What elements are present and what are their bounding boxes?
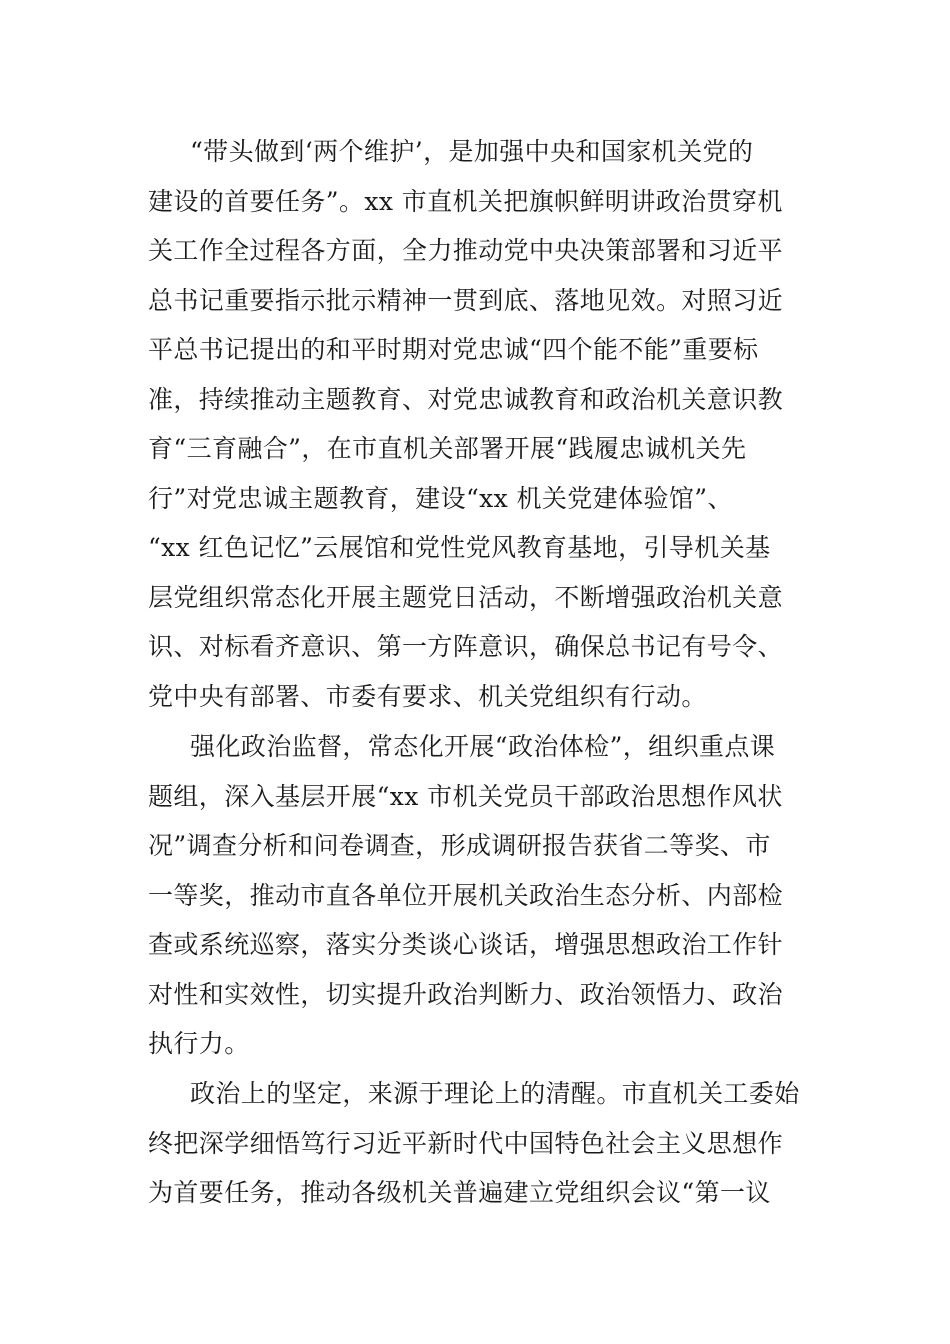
paragraph-2 [148,722,808,1069]
paragraph-line: 况”调查分析和问卷调查，形成调研报告获省二等奖、市 [148,831,771,860]
paragraph-line: 总书记重要指示批示精神一贯到底、落地见效。对照习近 [148,285,784,315]
paragraph-line: 查或系统巡察，落实分类谈心谈话，增强思想政治工作针 [148,930,784,959]
paragraph-line: 准，持续推动主题教育、对党忠诚教育和政治机关意识教 [148,384,784,414]
paragraph-line: 题组，深入基层开展“xx 市机关党员干部政治思想作风状 [148,781,783,811]
paragraph-line: 行”对党忠诚主题教育，建设“xx 机关党建体验馆”、 [148,483,733,513]
paragraph-line: 平总书记提出的和平时期对党忠诚“四个能不能”重要标 [148,335,759,364]
paragraph-line: 政治上的坚定，来源于理论上的清醒。市直机关工委始 [190,1079,800,1108]
paragraph-line: 强化政治监督，常态化开展“政治体检”，组织重点课 [190,732,776,761]
paragraph-line: 育“三育融合”，在市直机关部署开展“践履忠诚机关先 [148,434,747,463]
paragraph-line: 一等奖，推动市直各单位开展机关政治生态分析、内部检 [148,880,784,910]
paragraph-line: 执行力。 [148,1029,250,1058]
paragraph-line: 关工作全过程各方面，全力推动党中央决策部署和习近平 [148,236,784,265]
paragraph-line: “带头做到‘两个维护’，是加强中央和国家机关党的 [190,137,754,166]
paragraph-line: 对性和实效性，切实提升政治判断力、政治领悟力、政治 [148,979,784,1009]
paragraph-1 [148,127,808,721]
paragraph-line: “xx 红色记忆”云展馆和党性党风教育基地，引导机关基 [148,533,771,562]
paragraph-line: 层党组织常态化开展主题党日活动，不断增强政治机关意 [148,582,784,612]
paragraph-line: 识、对标看齐意识、第一方阵意识，确保总书记有号令、 [148,632,784,661]
paragraph-line: 党中央有部署、市委有要求、机关党组织有行动。 [148,681,707,711]
paragraph-line: 为首要任务，推动各级机关普遍建立党组织会议“第一议 [148,1178,771,1207]
paragraph-3 [148,1069,808,1218]
paragraph-line: 建设的首要任务”。xx 市直机关把旗帜鲜明讲政治贯穿机 [148,186,783,216]
paragraph-line: 终把深学细悟笃行习近平新时代中国特色社会主义思想作 [148,1128,784,1158]
